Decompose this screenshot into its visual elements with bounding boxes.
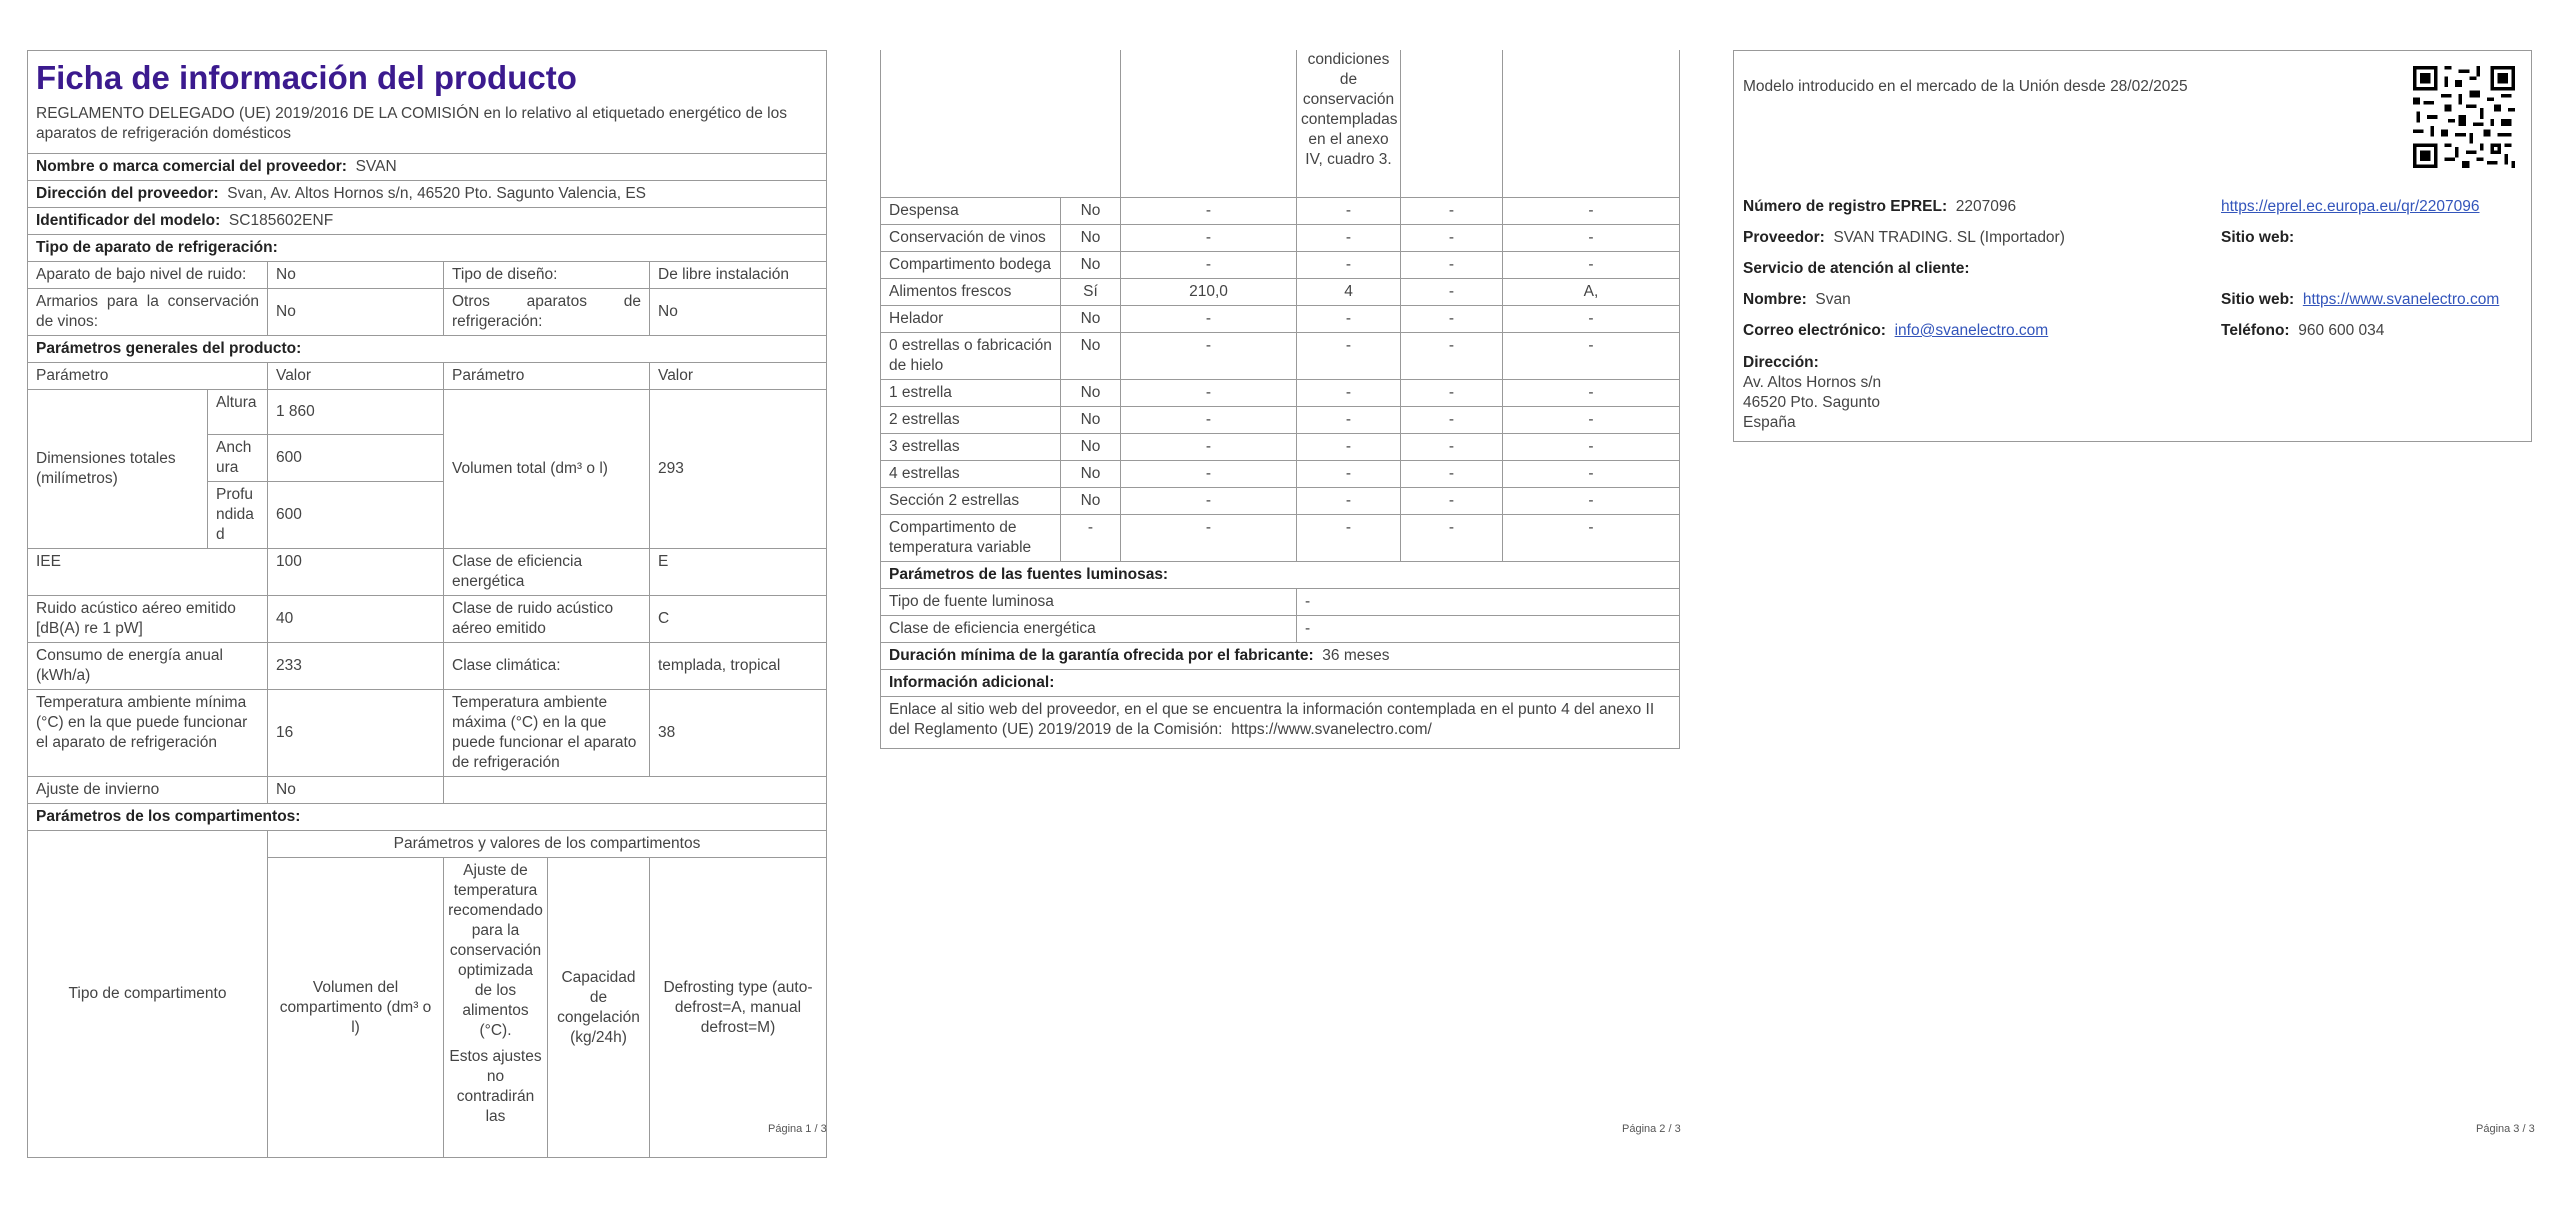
qr-code-icon[interactable] [2413, 66, 2515, 168]
compartment-defrost: - [1503, 514, 1680, 561]
winter-value: No [268, 777, 444, 804]
light-class-value: - [1297, 615, 1680, 642]
compartment-name: Despensa [881, 197, 1061, 224]
table-row [881, 305, 1680, 332]
compartment-defrost: - [1503, 332, 1680, 379]
regulation-subtitle: REGLAMENTO DELEGADO (UE) 2019/2016 DE LA COMISIÓN en lo relativo al etiquetado energético de los aparatos de refrigeración domésticos [36, 105, 787, 142]
comp-temp-header: Ajuste de temperatura recomendado para la conservación optimizada de los alimentos (°C). [448, 862, 543, 1039]
iee-value: 100 [268, 549, 444, 596]
phone-value: 960 600 034 [2298, 322, 2385, 339]
wine-value: No [268, 289, 444, 336]
compartment-present: No [1061, 251, 1121, 278]
compartment-name: 4 estrellas [881, 460, 1061, 487]
table-row [881, 197, 1680, 224]
email-link[interactable]: info@svanelectro.com [1894, 322, 2049, 339]
noise-value: 40 [268, 596, 444, 643]
table-row [881, 406, 1680, 433]
compartment-present: Sí [1061, 278, 1121, 305]
eff-class-value: E [650, 549, 827, 596]
light-params-label: Parámetros de las fuentes luminosas: [889, 565, 1169, 583]
comp-volume-header: Volumen del compartimento (dm³ o l) [268, 858, 444, 1158]
compartment-defrost: - [1503, 433, 1680, 460]
wine-label: Armarios para la conservación de vinos: [28, 289, 268, 336]
compartment-volume: - [1121, 197, 1297, 224]
compartment-temp: - [1297, 197, 1401, 224]
noise-label: Ruido acústico aéreo emitido [dB(A) re 1 pW] [28, 596, 268, 643]
direction-line-2: 46520 Pto. Sagunto [1743, 394, 1881, 411]
model-value: SC185602ENF [228, 212, 334, 229]
comp-defrost-header: Defrosting type (auto-defrost=A, manual defrost=M) [650, 858, 827, 1158]
compartment-defrost: - [1503, 406, 1680, 433]
compartment-temp: - [1297, 460, 1401, 487]
compartment-name: Alimentos frescos [881, 278, 1061, 305]
comp-type-header: Tipo de compartimento [28, 831, 268, 1158]
product-info-table [27, 50, 827, 831]
compartment-defrost: - [1503, 305, 1680, 332]
table-row [881, 460, 1680, 487]
volume-label: Volumen total (dm³ o l) [444, 390, 650, 549]
compartment-temp: - [1297, 305, 1401, 332]
continuation-blank [881, 50, 1121, 197]
iee-label: IEE [28, 549, 268, 596]
additional-info-text: Enlace al sitio web del proveedor, en el que se encuentra la información contemplada en el punto 4 del anexo II del Reglamento (UE) 2019/2019 de la Comisión: [889, 700, 1655, 738]
name-value: Svan [1815, 291, 1851, 308]
compartment-freeze: - [1401, 514, 1503, 561]
compartment-volume: - [1121, 379, 1297, 406]
tmax-label: Temperatura ambiente máxima (°C) en la que puede funcionar el aparato de refrigeración [444, 690, 650, 777]
compartment-name: 1 estrella [881, 379, 1061, 406]
col-param-2: Parámetro [444, 363, 650, 390]
warranty-label: Duración mínima de la garantía ofrecida por el fabricante: [889, 646, 1314, 664]
page-3 [1733, 50, 2532, 442]
table-row [881, 224, 1680, 251]
compartment-name: 2 estrellas [881, 406, 1061, 433]
comp-temp-header-cont: Estos ajustes no contradirán las [449, 1048, 542, 1125]
compartment-defrost: - [1503, 224, 1680, 251]
page-1-footer: Página 1 / 3 [768, 1123, 827, 1135]
page-1 [27, 50, 826, 1125]
compartment-rows [881, 197, 1680, 561]
comp-values-header: Parámetros y valores de los compartimentos [268, 831, 827, 858]
compartment-freeze: - [1401, 305, 1503, 332]
name-label: Nombre: [1743, 291, 1807, 308]
address-label: Dirección del proveedor: [36, 185, 219, 202]
table-row [881, 332, 1680, 379]
depth-label: Profundidad [208, 482, 268, 549]
compartment-present: No [1061, 305, 1121, 332]
continuation-volume [1121, 50, 1297, 197]
other-value: No [650, 289, 827, 336]
compartment-temp: 4 [1297, 278, 1401, 305]
compartment-table [880, 50, 1680, 562]
compartment-defrost: A, [1503, 278, 1680, 305]
eprel-label: Número de registro EPREL: [1743, 198, 1948, 215]
climate-label: Clase climática: [444, 643, 650, 690]
market-date-text: Modelo introducido en el mercado de la Unión desde 28/02/2025 [1743, 78, 2188, 95]
climate-value: templada, tropical [650, 643, 827, 690]
light-params-table [880, 561, 1680, 749]
compartment-present: No [1061, 379, 1121, 406]
energy-label: Consumo de energía anual (kWh/a) [28, 643, 268, 690]
page-2-footer: Página 2 / 3 [1622, 1123, 1681, 1135]
compartment-freeze: - [1401, 197, 1503, 224]
compartment-temp: - [1297, 224, 1401, 251]
compartment-defrost: - [1503, 197, 1680, 224]
table-row [881, 487, 1680, 514]
compartment-volume: - [1121, 406, 1297, 433]
address-value: Svan, Av. Altos Hornos s/n, 46520 Pto. Sagunto Valencia, ES [227, 185, 646, 202]
other-label: Otros aparatos de refrigeración: [444, 289, 650, 336]
appliance-type-label: Tipo de aparato de refrigeración: [36, 239, 278, 256]
low-noise-value: No [268, 262, 444, 289]
compartment-temp: - [1297, 332, 1401, 379]
compartment-freeze: - [1401, 379, 1503, 406]
height-label: Altura [208, 390, 268, 435]
page-2 [880, 50, 1679, 745]
compartment-header-table [27, 830, 827, 1158]
compartment-name: Conservación de vinos [881, 224, 1061, 251]
direction-line-3: España [1743, 414, 1796, 431]
compartment-temp: - [1297, 514, 1401, 561]
compartment-freeze: - [1401, 251, 1503, 278]
light-type-label: Tipo de fuente luminosa [881, 588, 1297, 615]
compartment-temp: - [1297, 487, 1401, 514]
compartment-volume: - [1121, 332, 1297, 379]
compartment-present: No [1061, 433, 1121, 460]
page-title: Ficha de información del producto [36, 59, 577, 96]
eprel-link[interactable]: https://eprel.ec.europa.eu/qr/2207096 [2221, 198, 2480, 215]
compartment-present: No [1061, 460, 1121, 487]
supplier-label: Nombre o marca comercial del proveedor: [36, 158, 347, 175]
compartment-present: - [1061, 514, 1121, 561]
phone-label: Teléfono: [2221, 322, 2290, 339]
eff-class-label: Clase de eficiencia energética [444, 549, 650, 596]
compartment-temp: - [1297, 406, 1401, 433]
provider-label: Proveedor: [1743, 229, 1825, 246]
continuation-defrost [1503, 50, 1680, 197]
eprel-value: 2207096 [1955, 198, 2017, 215]
compartment-temp: - [1297, 251, 1401, 278]
compartment-present: No [1061, 332, 1121, 379]
col-param-1: Parámetro [28, 363, 268, 390]
tmin-label: Temperatura ambiente mínima (°C) en la que puede funcionar el aparato de refrigeración [28, 690, 268, 777]
additional-info-label: Información adicional: [889, 673, 1055, 691]
supplier-value: SVAN [355, 158, 397, 175]
compartment-present: No [1061, 406, 1121, 433]
direction-line-1: Av. Altos Hornos s/n [1743, 374, 1882, 391]
compartment-freeze: - [1401, 278, 1503, 305]
compartment-name: 0 estrellas o fabricación de hielo [881, 332, 1061, 379]
design-label: Tipo de diseño: [444, 262, 650, 289]
low-noise-label: Aparato de bajo nivel de ruido: [28, 262, 268, 289]
table-row [881, 433, 1680, 460]
model-label: Identificador del modelo: [36, 212, 221, 229]
compartment-volume: - [1121, 514, 1297, 561]
compartment-name: Compartimento de temperatura variable [881, 514, 1061, 561]
energy-value: 233 [268, 643, 444, 690]
compartment-freeze: - [1401, 487, 1503, 514]
tmax-value: 38 [650, 690, 827, 777]
supplier-website-link[interactable]: https://www.svanelectro.com/ [1231, 720, 1432, 738]
width-value: 600 [268, 435, 444, 482]
compartment-volume: - [1121, 251, 1297, 278]
col-value-1: Valor [268, 363, 444, 390]
general-params-label: Parámetros generales del producto: [36, 340, 302, 357]
compartment-temp: - [1297, 433, 1401, 460]
compartment-freeze: - [1401, 433, 1503, 460]
compartment-present: No [1061, 224, 1121, 251]
winter-label: Ajuste de invierno [28, 777, 268, 804]
compartment-defrost: - [1503, 251, 1680, 278]
table-row [881, 251, 1680, 278]
website2-label: Sitio web: [2221, 291, 2295, 308]
noise-class-label: Clase de ruido acústico aéreo emitido [444, 596, 650, 643]
width-label: Anchura [208, 435, 268, 482]
volume-value: 293 [650, 390, 827, 549]
email-label: Correo electrónico: [1743, 322, 1886, 339]
warranty-value: 36 meses [1322, 646, 1390, 664]
light-type-value: - [1297, 588, 1680, 615]
compartment-present: No [1061, 487, 1121, 514]
light-class-label: Clase de eficiencia energética [881, 615, 1297, 642]
tmin-value: 16 [268, 690, 444, 777]
col-value-2: Valor [650, 363, 827, 390]
compartments-label: Parámetros de los compartimentos: [36, 808, 301, 825]
table-row [881, 514, 1680, 561]
compartment-temp: - [1297, 379, 1401, 406]
compartment-freeze: - [1401, 332, 1503, 379]
height-value: 1 860 [268, 390, 444, 435]
compartment-present: No [1061, 197, 1121, 224]
website-label: Sitio web: [2221, 229, 2295, 246]
compartment-name: Helador [881, 305, 1061, 332]
compartment-volume: - [1121, 305, 1297, 332]
page-3-footer: Página 3 / 3 [2476, 1123, 2535, 1135]
compartment-defrost: - [1503, 460, 1680, 487]
compartment-name: Sección 2 estrellas [881, 487, 1061, 514]
compartment-volume: - [1121, 224, 1297, 251]
table-row [881, 379, 1680, 406]
comp-freeze-header: Capacidad de congelación (kg/24h) [548, 858, 650, 1158]
comp-temp-header-tail: condiciones de conservación contempladas en el anexo IV, cuadro 3. [1297, 50, 1401, 197]
compartment-name: 3 estrellas [881, 433, 1061, 460]
direction-label: Dirección: [1743, 354, 1819, 371]
depth-value: 600 [268, 482, 444, 549]
dimensions-label: Dimensiones totales (milímetros) [28, 390, 208, 549]
compartment-defrost: - [1503, 487, 1680, 514]
provider-value: SVAN TRADING. SL (Importador) [1833, 229, 2065, 246]
website2-link[interactable]: https://www.svanelectro.com [2302, 291, 2500, 308]
compartment-defrost: - [1503, 379, 1680, 406]
compartment-volume: - [1121, 433, 1297, 460]
noise-class-value: C [650, 596, 827, 643]
table-row [881, 278, 1680, 305]
compartment-name: Compartimento bodega [881, 251, 1061, 278]
compartment-freeze: - [1401, 460, 1503, 487]
service-label: Servicio de atención al cliente: [1743, 260, 1970, 277]
continuation-freeze [1401, 50, 1503, 197]
compartment-volume: 210,0 [1121, 278, 1297, 305]
empty-cell [444, 777, 827, 804]
compartment-volume: - [1121, 487, 1297, 514]
compartment-freeze: - [1401, 224, 1503, 251]
compartment-volume: - [1121, 460, 1297, 487]
design-value: De libre instalación [650, 262, 827, 289]
compartment-freeze: - [1401, 406, 1503, 433]
